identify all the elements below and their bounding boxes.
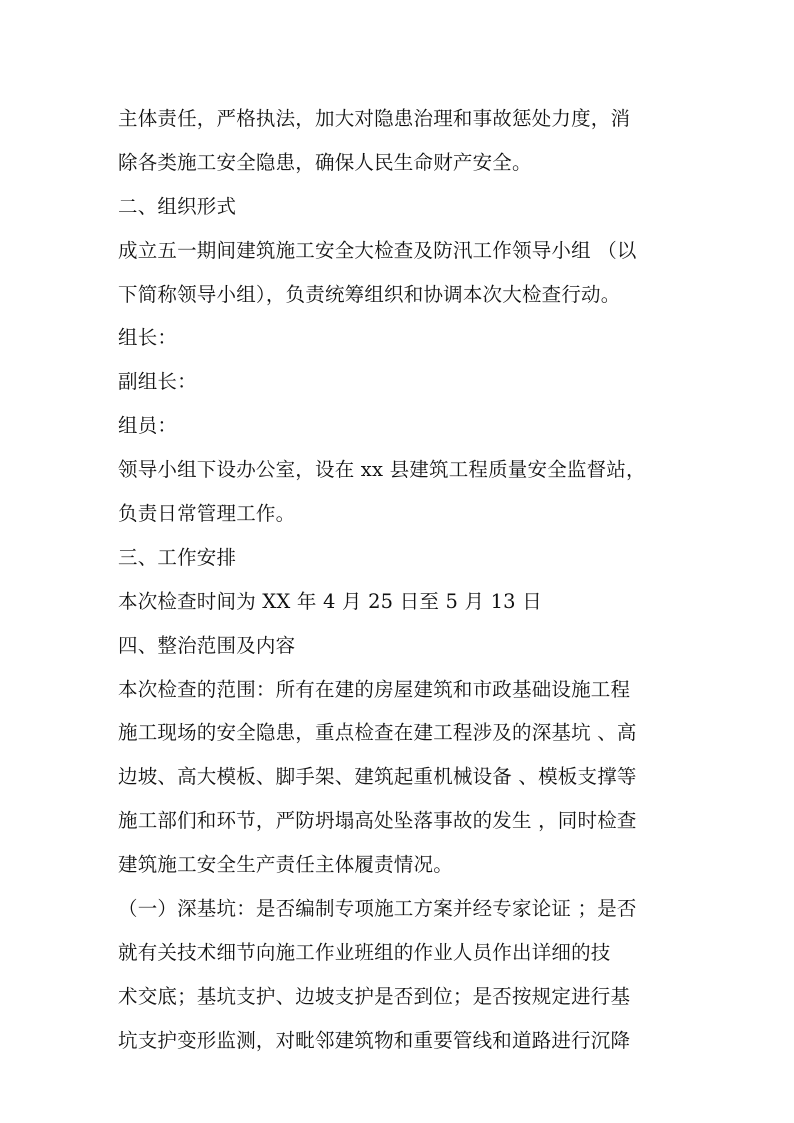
text-line: 领导小组下设办公室，设在 xx 县建筑工程质量安全监督站， [118,458,646,482]
text-line: 除各类施工安全隐患，确保人民生命财产安全。 [118,150,532,174]
text-line: 副组长： [118,370,197,394]
text-line: 施工现场的安全隐患，重点检查在建工程涉及的深基坑 、高 [118,721,637,745]
text-line: 施工部们和环节，严防坍塌高处坠落事故的发生 ，同时检查 [118,809,637,833]
document-body [118,97,698,1063]
text-line: 本次检查时间为 XX 年 4 月 25 日至 5 月 13 日 [118,589,542,613]
section-heading: 二、组织形式 [118,194,237,218]
text-line: 边坡、高大模板、脚手架、建筑起重机械设备 、模板支撑等 [118,765,637,789]
text-line: 术交底；基坑支护、边坡支护是否到位；是否按规定进行基 [118,984,631,1008]
text-line: 组员： [118,414,178,438]
text-line: 负责日常管理工作。 [118,502,296,526]
section-heading: 四、整治范围及内容 [118,633,296,657]
text-line: 主体责任，严格执法，加大对隐患治理和事故惩处力度，消 [118,107,631,130]
section-heading: 三、工作安排 [118,545,237,569]
text-line: 坑支护变形监测，对毗邻建筑物和重要管线和道路进行沉降 [118,1028,631,1052]
text-line: 成立五一期间建筑施工安全大检查及防汛工作领导小组 （以 [118,238,637,262]
text-line: 建筑施工安全生产责任主体履责情况。 [118,853,453,877]
text-line: 组长： [118,326,178,350]
text-line: 本次检查的范围：所有在建的房屋建筑和市政基础设施工程 [118,677,631,701]
text-line: 下简称领导小组），负责统筹组织和协调本次大检查行动。 [118,282,621,306]
text-line: （一）深基坑：是否编制专项施工方案并经专家论证 ；是否 [118,897,637,921]
text-line: 就有关技术细节向施工作业班组的作业人员作出详细的技 [118,940,611,964]
